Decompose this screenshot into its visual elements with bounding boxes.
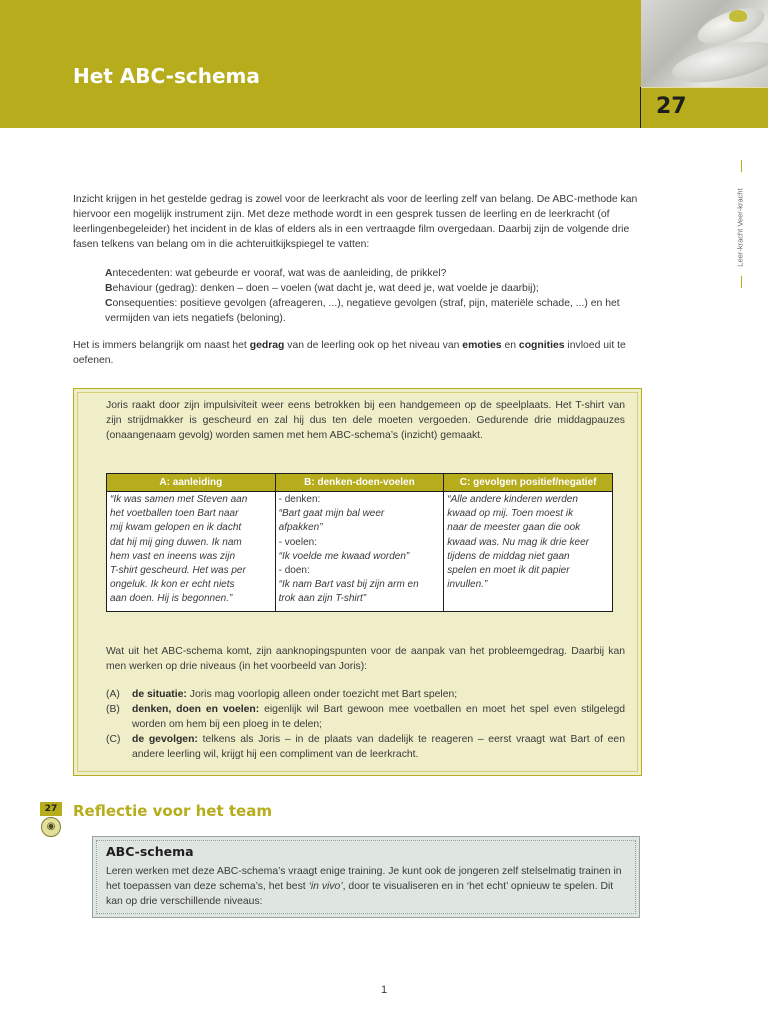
case-intro-text: Joris raakt door zijn impulsiviteit weer eens betrokken bij een handgemeen op de speelplaats. Het T-shirt van zijn strijdmakker is gescheurd en zal hij dus ten dele moeten vergoeden. Gedurende drie middagpauzes (onaangenaam gevolg) worden samen met hem ABC-schema’s (inzicht) gemaakt. <box>106 400 625 441</box>
abc-cell-c: “Alle andere kinderen werden kwaad op mij. Toen moest ik naar de meester gaan die ook kwaad was. Nu mag ik drie keer tijdens de middag niet gaan spelen en moet ik dit papier invullen.” <box>444 492 613 612</box>
case-followup-text: Wat uit het ABC-schema komt, zijn aanknopingspunten voor de aanpak van het probleemgedrag. Daarbij kan men werken op drie niveaus (in het voorbeeld van Joris): <box>106 646 625 672</box>
side-label-text: Leer-kracht Veer-kracht <box>735 188 745 267</box>
chapter-number: 27 <box>656 94 687 119</box>
abc-table-header-b: B: denken-doen-voelen <box>275 474 444 492</box>
footer-page-number: 1 <box>380 984 388 996</box>
section-badge <box>40 802 62 840</box>
emphasis-paragraph: Het is immers belangrijk om naast het gedrag van de leerling ook op het niveau van emoties en cognities invloed uit te oefenen. <box>73 340 626 366</box>
team-box-title: ABC-schema <box>106 844 194 859</box>
abc-table-header-c: C: gevolgen positief/negatief <box>444 474 613 492</box>
section-badge-number: 27 <box>40 802 62 816</box>
abc-item-a: Antecedenten: wat gebeurde er vooraf, wat was de aanleiding, de prikkel? <box>105 268 447 279</box>
abc-item-b: Behaviour (gedrag): denken – doen – voelen (wat dacht je, wat deed je, wat voelde je daarbij); <box>105 283 539 294</box>
team-box-text: Leren werken met deze ABC-schema’s vraagt enige training. Je kunt ook de jongeren zelf stelselmatig trainen in het toepassen van deze schema’s, het best ‘in vivo’, door te visualiseren en in ‘het echt’ opnieuw te spelen. Dit kan op drie verschillende niveaus: <box>106 866 622 907</box>
level-item-a: (A) de situatie: Joris mag voorlopig alleen onder toezicht met Bart spelen; <box>106 689 458 700</box>
abc-cell-a: “Ik was samen met Steven aan het voetballen toen Bart naar mij kwam gelopen en ik dacht dat hij mij ging duwen. Ik nam hem vast en ineens was zijn T-shirt gescheurd. Het was per ongeluk. Ik kon er echt niets aan doen. Hij is begonnen.” <box>107 492 276 612</box>
abc-definition-list <box>105 266 645 326</box>
abc-item-c: Consequenties: positieve gevolgen (afreageren, ...), negatieve gevolgen (straf, pijn, materiële schade, ...) en het vermijden van iets negatiefs (beloning). <box>105 298 620 324</box>
cd-disc-icon: ◉ <box>41 817 61 837</box>
abc-table <box>106 473 613 612</box>
section-title: Reflectie voor het team <box>73 802 272 820</box>
abc-table-header-a: A: aanleiding <box>107 474 276 492</box>
intervention-levels-list <box>106 687 625 762</box>
case-example-box <box>73 388 642 776</box>
side-label <box>731 170 745 290</box>
team-reflection-box <box>92 836 640 918</box>
intro-paragraph: Inzicht krijgen in het gestelde gedrag is zowel voor de leerkracht als voor de leerling zelf van belang. De ABC-methode kan hiervoor een mogelijk instrument zijn. Met deze methode wordt in een gesprek tussen de leerling en de leerkracht (of leerlingenbegeleider) het incident in de klas of elders als in een vertraagde film overgedaan. Daarbij zijn de volgende drie fasen telkens van belang om in die achteruitkijkspiegel te vatten: <box>73 194 638 250</box>
abc-cell-b: - denken: “Bart gaat mijn bal weer afpakken” - voelen: “Ik voelde me kwaad worden” - doen: “Ik nam Bart vast bij zijn arm en trok aan zijn T-shirt” <box>275 492 444 612</box>
level-item-b: (B) denken, doen en voelen: eigenlijk wil Bart gewoon mee voetballen en moet het spel even stilgelegd worden om hem bij een ploeg in te delen; <box>106 704 625 730</box>
page-title: Het ABC-schema <box>73 64 260 88</box>
header-photo-stones <box>641 0 768 87</box>
header-divider <box>640 87 641 128</box>
shell-shape <box>729 10 747 22</box>
header-divider <box>641 87 768 88</box>
table-row <box>107 492 613 612</box>
side-accent-bar <box>741 276 742 288</box>
level-item-c: (C) de gevolgen: telkens als Joris – in de plaats van dadelijk te reageren – eerst vraagt wat Bart of een andere leerling wil, krijgt hij een compliment van de leerkracht. <box>106 734 625 760</box>
